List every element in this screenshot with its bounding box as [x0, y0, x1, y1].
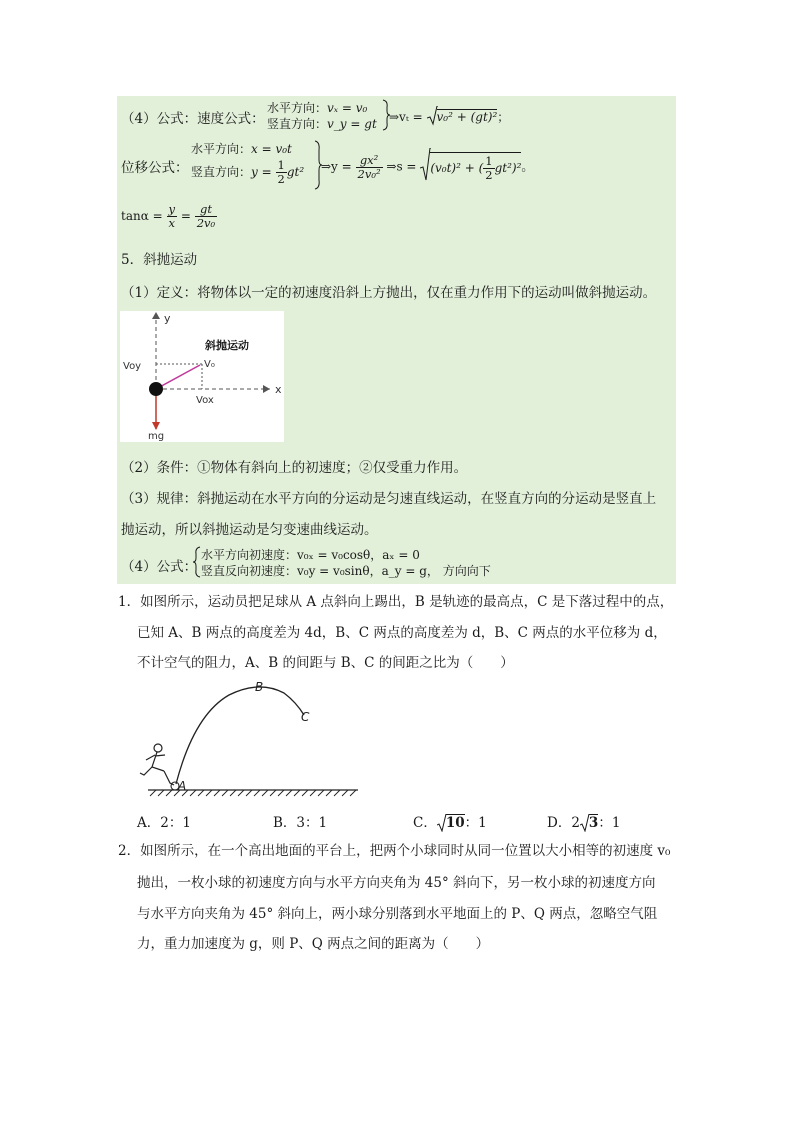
displacement-vertical: 竖直方向：y = $\frac{1}{2}$ gt² — [191, 158, 305, 186]
displacement-formula-label: 位移公式： — [121, 160, 189, 176]
q2-line3: 与水平方向夹角为 45° 斜向上，两小球分别落到水平地面上的 P、Q 两点，忽略空气阻 — [137, 906, 658, 922]
velocity-formula-label: （4）公式：速度公式： — [121, 111, 265, 127]
left-brace-icon — [193, 546, 201, 578]
displacement-horizontal: 水平方向：x = v₀t — [191, 142, 292, 156]
tan-formula: tanα = $\frac{y}{x}$ = $\frac{gt}{\text{2v₀}}$ — [121, 202, 216, 230]
x-axis-label: x — [275, 383, 282, 396]
sqrt-icon — [437, 814, 447, 832]
oblique-projectile-diagram — [120, 311, 284, 442]
q1-line3: 不计空气的阻力，A、B 的间距与 B、C 的间距之比为（ ） — [137, 655, 514, 671]
velocity-result: ⇒vₜ = v₀² + (gt)²； — [389, 108, 509, 125]
oblique-formula-vertical: 竖直反向初速度：v₀y = v₀sinθ，a_y = g， 方向向下 — [201, 564, 491, 578]
mg-label: mg — [148, 431, 165, 442]
point-a-label: A — [178, 779, 187, 793]
athlete-icon — [140, 744, 174, 785]
oblique-formula-horizontal: 水平方向初速度：v₀ₓ = v₀cosθ，aₓ = 0 — [201, 548, 420, 562]
ball-icon — [149, 382, 163, 396]
oblique-formula-label: （4）公式： — [121, 559, 198, 575]
q1-option-c[interactable]: C． 10：1 — [413, 815, 487, 831]
diagram-title: 斜抛运动 — [205, 339, 249, 352]
trajectory-curve — [176, 687, 304, 784]
rule-text-line2: 抛运动，所以斜抛运动是匀变速曲线运动。 — [121, 522, 378, 538]
velocity-vertical: 竖直方向：v_y = gt — [267, 117, 377, 131]
section-heading: 5．斜抛运动 — [121, 252, 198, 268]
sqrt-icon — [420, 148, 431, 182]
q2-line4: 力，重力加速度为 g，则 P、Q 两点之间的距离为（ ） — [137, 936, 490, 952]
football-trajectory-figure — [134, 675, 364, 801]
sqrt-icon — [580, 814, 590, 832]
voy-label: Voy — [123, 361, 142, 372]
displacement-result: ⇒y = $\frac{\text{gx²}}{\text{2v₀²}}$ ⇒s = (v₀t)² + ( $\frac{1}{2}$ gt²)²。 — [321, 152, 533, 182]
definition-text: （1）定义：将物体以一定的初速度沿斜上方抛出，仅在重力作用下的运动叫做斜抛运动。 — [121, 285, 657, 301]
vox-label: Vox — [196, 395, 214, 406]
q1-line1: 1．如图所示，运动员把足球从 A 点斜向上踢出，B 是轨迹的最高点，C 是下落过程中的点， — [118, 594, 674, 610]
q2-line2: 抛出，一枚小球的初速度方向与水平方向夹角为 45° 斜向下，另一枚小球的初速度方向 — [137, 875, 656, 891]
point-c-label: C — [301, 710, 310, 724]
velocity-horizontal: 水平方向：vₓ = v₀ — [267, 101, 368, 115]
q1-option-b[interactable]: B．3：1 — [273, 815, 328, 831]
q1-option-a[interactable]: A．2：1 — [137, 815, 191, 831]
condition-text: （2）条件：①物体有斜向上的初速度；②仅受重力作用。 — [121, 460, 468, 476]
q1-line2: 已知 A、B 两点的高度差为 4d，B、C 两点的高度差为 d，B、C 两点的水平位移为 d， — [137, 625, 667, 641]
y-axis-label: y — [164, 312, 171, 325]
vo-label: V₀ — [204, 359, 215, 370]
rule-text-line1: （3）规律：斜抛运动在水平方向的分运动是匀速直线运动，在竖直方向的分运动是竖直上 — [121, 491, 657, 507]
q2-line1: 2．如图所示，在一个高出地面的平台上，把两个小球同时从同一位置以大小相等的初速度 v₀ — [118, 843, 671, 859]
point-b-label: B — [255, 680, 264, 694]
sqrt-icon — [427, 106, 438, 126]
q1-option-d[interactable]: D．2 3：1 — [547, 815, 621, 831]
